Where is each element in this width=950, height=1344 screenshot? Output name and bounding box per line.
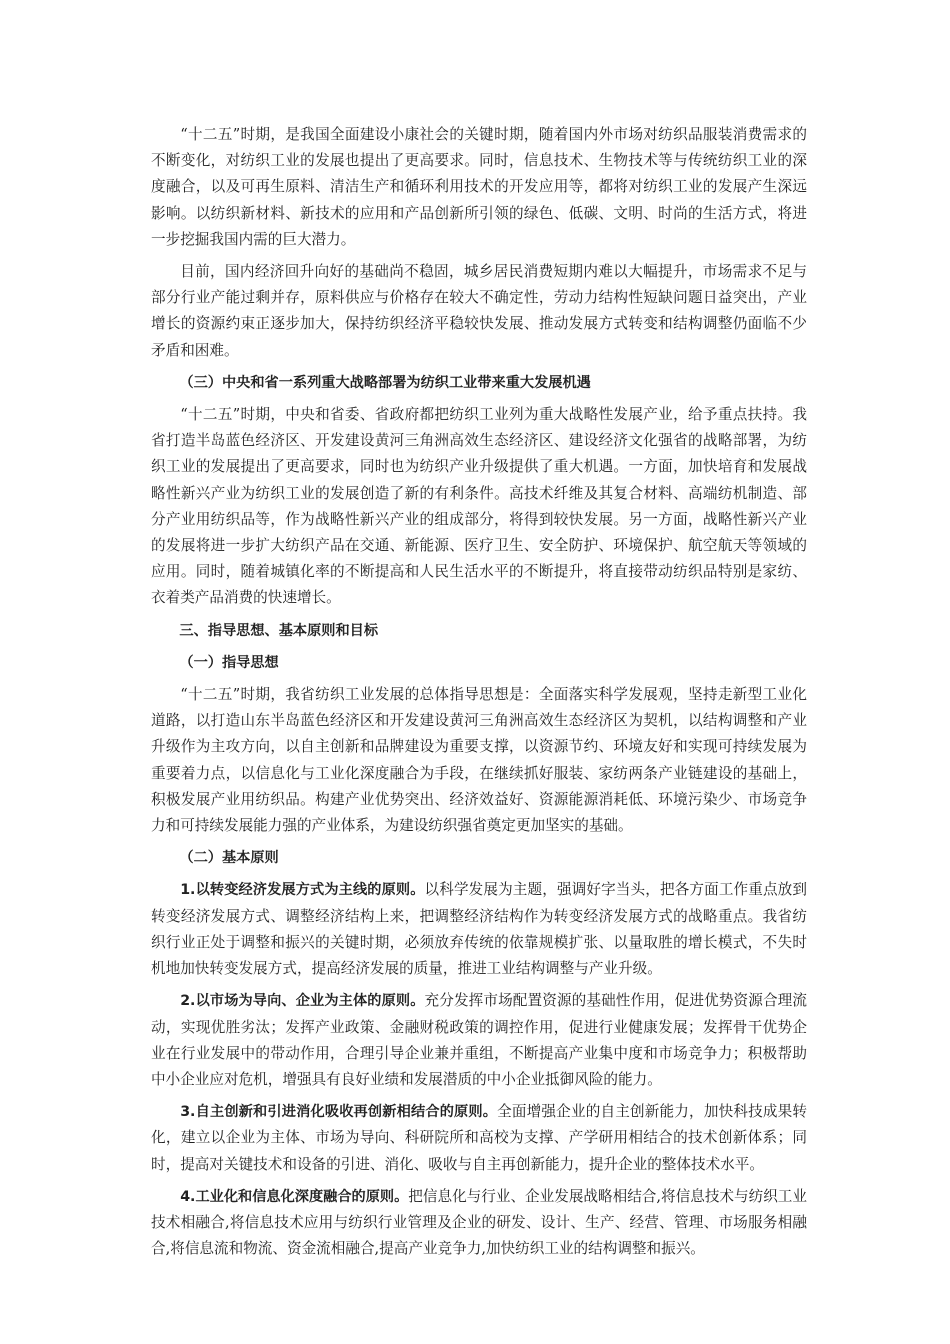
principle-item <box>151 1184 807 1263</box>
subheading-guiding-thought: （一）指导思想 <box>179 654 279 671</box>
principle-text: 把信息化与行业、企业发展战略相结合,将信息技术与纺织工业技术相融合,将信息技术应用与纺织行业管理及企业的研发、设计、生产、经营、管理、市场服务相融合,将信息流和物流、资金流相融合,提高产业竞争力,加快纺织工业的结构调整和振兴。 <box>151 1187 807 1258</box>
principle-lead: 1.以转变经济发展方式为主线的原则。 <box>180 882 425 899</box>
paragraph-12th-five-year-demand: “十二五”时期，是我国全面建设小康社会的关键时期，随着国内外市场对纺织品服装消费需求的不断变化，对纺织工业的发展也提出了更高要求。同时，信息技术、生物技术等与传统纺织工业的深度融合，以及可再生原料、清洁生产和循环利用技术的开发应用等，都将对纺织工业的发展产生深远影响。以纺织新材料、新技术的应用和产品创新所引领的绿色、低碳、文明、时尚的生活方式，将进一步挖掘我国内需的巨大潜力。 <box>151 126 807 248</box>
section-heading-guiding-principles-goals: 三、指导思想、基本原则和目标 <box>179 622 379 639</box>
subheading-basic-principles: （二）基本原则 <box>179 850 279 867</box>
paragraph-current-economy: 目前，国内经济回升向好的基础尚不稳固，城乡居民消费短期内难以大幅提升，市场需求不足与部分行业产能过剩并存，原料供应与价格存在较大不确定性，劳动力结构性短缺问题日益突出，产业增长的资源约束正逐步加大，保持纺织经济平稳较快发展、推动发展方式转变和结构调整仍面临不少矛盾和困难。 <box>151 263 807 359</box>
principle-lead: 3.自主创新和引进消化吸收再创新相结合的原则。 <box>180 1104 498 1121</box>
paragraph-guiding-thought: “十二五”时期，我省纺织工业发展的总体指导思想是：全面落实科学发展观，坚持走新型工业化道路，以打造山东半岛蓝色经济区和开发建设黄河三角洲高效生态经济区为契机，以结构调整和产业升级作为主攻方向，以自主创新和品牌建设为重要支撑，以资源节约、环境友好和实现可持续发展为重要着力点，以信息化与工业化深度融合为手段，在继续抓好服装、家纺两条产业链建设的基础上，积极发展产业用纺织品。构建产业优势突出、经济效益好、资源能源消耗低、环境污染少、市场竞争力和可持续发展能力强的产业体系，为建设纺织强省奠定更加坚实的基础。 <box>151 686 807 835</box>
principle-lead: 4.工业化和信息化深度融合的原则。 <box>180 1188 409 1205</box>
document-page <box>151 122 807 1268</box>
principle-text: 全面增强企业的自主创新能力，加快科技成果转化，建立以企业为主体、市场为导向、科研院所和高校为支撑、产学研用相结合的技术创新体系；同时，提高对关键技术和设备的引进、消化、吸收与自主再创新能力，提升企业的整体技术水平。 <box>151 1103 807 1173</box>
principle-text: 以科学发展为主题，强调好字当头，把各方面工作重点放到转变经济发展方式、调整经济结构上来，把调整经济结构作为转变经济发展方式的战略重点。我省纺织行业正处于调整和振兴的关键时期，必须放弃传统的依靠规模扩张、以量取胜的增长模式，不失时机地加快转变发展方式，提高经济发展的质量，推进工业结构调整与产业升级。 <box>151 881 807 978</box>
subheading-strategic-opportunity: （三）中央和省一系列重大战略部署为纺织工业带来重大发展机遇 <box>179 374 591 391</box>
principle-text: 充分发挥市场配置资源的基础性作用，促进优势资源合理流动，实现优胜劣汰；发挥产业政策、金融财税政策的调控作用，促进行业健康发展；发挥骨干优势企业在行业发展中的带动作用，合理引导企业兼并重组，不断提高产业集中度和市场竞争力；积极帮助中小企业应对危机，增强具有良好业绩和发展潜质的中小企业抵御风险的能力。 <box>151 992 807 1088</box>
principle-item <box>151 877 807 982</box>
principle-item <box>151 1099 807 1178</box>
principle-lead: 2.以市场为导向、企业为主体的原则。 <box>180 993 425 1010</box>
principle-item <box>151 988 807 1093</box>
paragraph-strategic-deployment: “十二五”时期，中央和省委、省政府都把纺织工业列为重大战略性发展产业，给予重点扶持。我省打造半岛蓝色经济区、开发建设黄河三角洲高效生态经济区、建设经济文化强省的战略部署，为纺织工业的发展提出了更高要求，同时也为纺织产业升级提供了重大机遇。一方面，加快培育和发展战略性新兴产业为纺织工业的发展创造了新的有利条件。高技术纤维及其复合材料、高端纺机制造、部分产业用纺织品等，作为战略性新兴产业的组成部分，将得到较快发展。另一方面，战略性新兴产业的发展将进一步扩大纺织产品在交通、新能源、医疗卫生、安全防护、环境保护、航空航天等领域的应用。同时，随着城镇化率的不断提高和人民生活水平的不断提升，将直接带动纺织品特别是家纺、衣着类产品消费的快速增长。 <box>151 406 807 607</box>
